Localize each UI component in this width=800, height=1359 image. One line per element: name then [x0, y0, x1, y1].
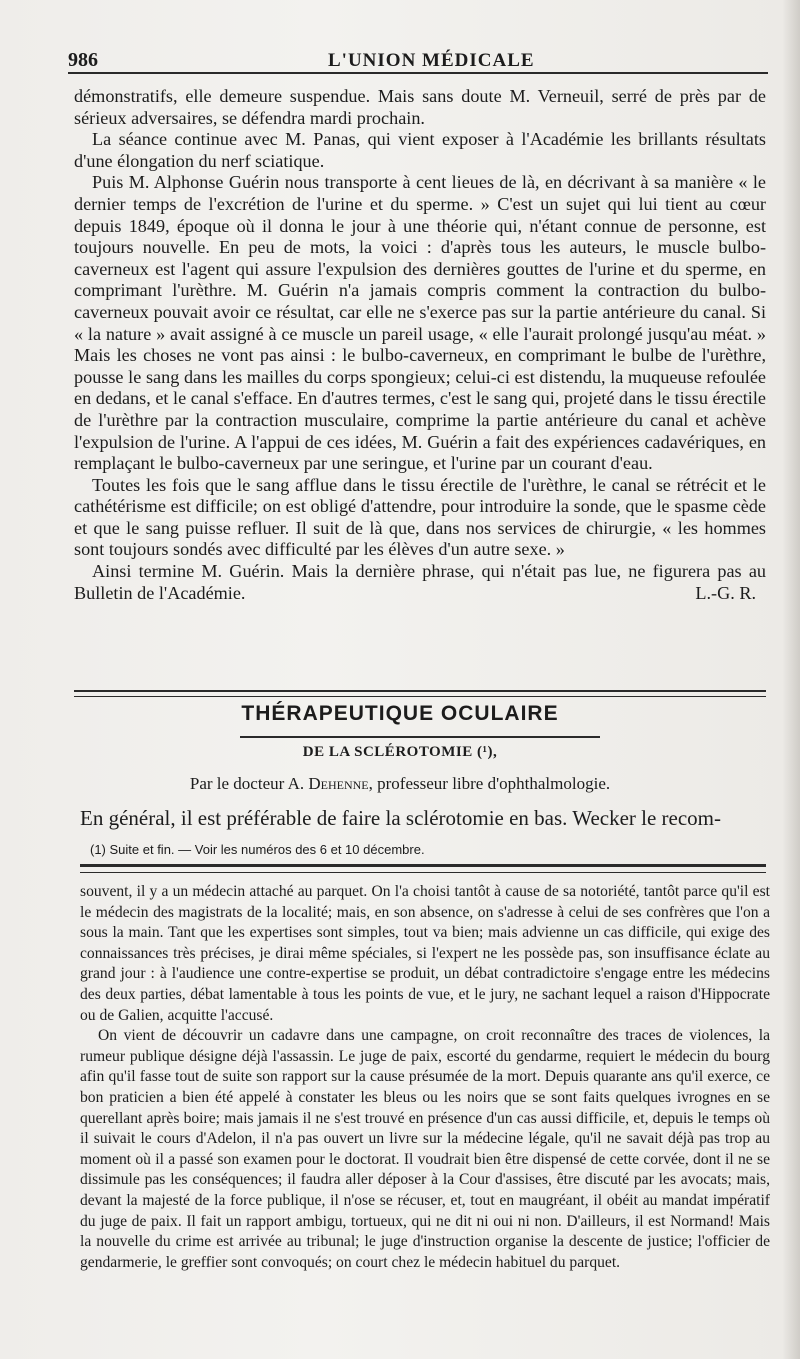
page-edge-shadow	[782, 0, 800, 1359]
running-title: L'UNION MÉDICALE	[328, 50, 535, 71]
byline-author: Dehenne	[308, 774, 369, 793]
paragraph: La séance continue avec M. Panas, qui vient exposer à l'Académie les brillants résultats d'une élongation du nerf sciatique.	[74, 129, 766, 171]
footnote: (1) Suite et fin. — Voir les numéros des 6 et 10 décembre.	[90, 842, 425, 857]
byline-prefix: Par le docteur A.	[189, 774, 309, 793]
paragraph: souvent, il y a un médecin attaché au parquet. On l'a choisi tantôt à cause de sa notoriété, tantôt parce qu'il est le médecin des magistrats de la localité; mais, en son absence, on s'adresse à celui de ses confrères que l'on a sous la main. Tant que les expertises sont simples, tout va bien; mais advienne un cas difficile, qui exige des connaissances très précises, je dirai même spéciales, si l'expert ne les possède pas, son insuffisance éclate au grand jour : à l'audience une contre-expertise se produit, un débat contradictoire s'engage entre les médecins des deux parties, débat lamentable à tous les points de vue, et le jury, ne sachant lequel a raison d'Hippocrate ou de Galien, acquitte l'accusé.	[80, 883, 770, 1024]
paragraph: Toutes les fois que le sang afflue dans le tissu érectile de l'urèthre, le canal se rétrécit et le cathétérisme est difficile; on est obligé d'attendre, pour introduire la sonde, que le spasme cède et que le sang puisse refluer. Il suit de là que, dans nos services de chirurgie, « les hommes sont toujours sondés avec difficulté par les élèves d'un autre sexe. »	[74, 474, 766, 560]
page-number: 986	[68, 49, 98, 71]
section-divider	[74, 690, 766, 697]
paragraph-text: Ainsi termine M. Guérin. Mais la dernière phrase, qui n'était pas lue, ne figurera pas au Bulletin de l'Académie.	[74, 561, 766, 603]
byline-suffix: , professeur libre d'ophthalmologie.	[368, 774, 611, 793]
paragraph: démonstratifs, elle demeure suspendue. Mais sans doute M. Verneuil, serré de près par de sérieux adversaires, se défendra mardi prochain.	[74, 86, 766, 128]
section-title: THÉRAPEUTIQUE OCULAIRE	[241, 702, 559, 725]
paragraph-final	[74, 561, 766, 604]
paragraph: On vient de découvrir un cadavre dans une campagne, on croit reconnaître des traces de violences, la rumeur publique désigne déjà l'assassin. Le juge de paix, escorté du gendarme, requiert le médecin du bourg afin qu'il fasse tout de suite son rapport sur la cause présumée de la mort. Depuis quarante ans qu'il exerce, ce bon praticien a bien été appelé à constater les bleus ou les noirs que se sont faits quelques ivrognes en se querellant après boire; mais jamais il ne s'est trouvé en présence d'un cas aussi difficile, et, depuis le temps où il suivait le cours d'Adelon, il n'a pas ouvert un livre sur la médecine légale, qu'il ne savait déjà pas trop au moment où il a passé son examen pour le doctorat. Il voudrait bien être dispensé de cette corvée, dont il ne se dissimule pas les conséquences; il faudra aller déposer à la Cour d'assises, être discuté par les avocats; mais, devant la majesté de la force publique, il n'ose se récuser, et, tout en maugréant, il obéit au mandat impératif du juge de paix. Il fait un rapport ambigu, tortueux, qui ne dit ni oui ni non. D'ailleurs, il est Normand! Mais la nouvelle du crime est arrivée au tribunal; le juge d'instruction organise la descente de justice; l'officier de gendarmerie, le greffier sont convoqués; on court chez le médecin habituel du parquet.	[80, 1027, 770, 1271]
page-header	[68, 36, 768, 74]
feuilleton-divider	[80, 864, 766, 873]
lead-sentence: En général, il est préférable de faire la sclérotomie en bas. Wecker le recom-	[80, 806, 722, 830]
upper-article	[74, 86, 766, 604]
byline	[0, 774, 800, 794]
signature: L.-G. R.	[695, 582, 756, 603]
title-underline	[240, 736, 600, 738]
paragraph: Puis M. Alphonse Guérin nous transporte à cent lieues de là, en décrivant à sa manière « le dernier temps de l'excrétion de l'urine et du sperme. » C'est un sujet qui lui tient au cœur depuis 1849, époque où il donna le jour à une théorie qui, n'étant connue de personne, est toujours nouvelle. En peu de mots, la voici : d'après tous les auteurs, le muscle bulbo-caverneux est l'agent qui assure l'expulsion des dernières gouttes de l'urine et du sperme, en comprimant l'urèthre. M. Guérin n'a jamais compris comment la contraction du bulbo-caverneux pouvait avoir ce résultat, car elle ne s'exerce pas sur la partie antérieure du canal. Si « la nature » avait assigné à ce muscle un pareil usage, « elle l'aurait prolongé jusqu'au méat. » Mais les choses ne vont pas ainsi : le bulbo-caverneux, en comprimant le bulbe de l'urèthre, pousse le sang dans les mailles du corps spongieux; celui-ci est distendu, la muqueuse refoulée en dedans, et le canal s'efface. En d'autres termes, c'est le sang qui, projeté dans le tissu érectile de l'urèthre par la contraction musculaire, comprime la partie antérieure du canal et achève l'expulsion de l'urine. A l'appui de ces idées, M. Guérin a fait des expériences cadavériques, en remplaçant le bulbo-caverneux par une seringue, et l'urine par un courant d'eau.	[74, 172, 766, 474]
section-subtitle: DE LA SCLÉROTOMIE (¹),	[302, 744, 498, 760]
lower-article	[80, 882, 770, 1273]
